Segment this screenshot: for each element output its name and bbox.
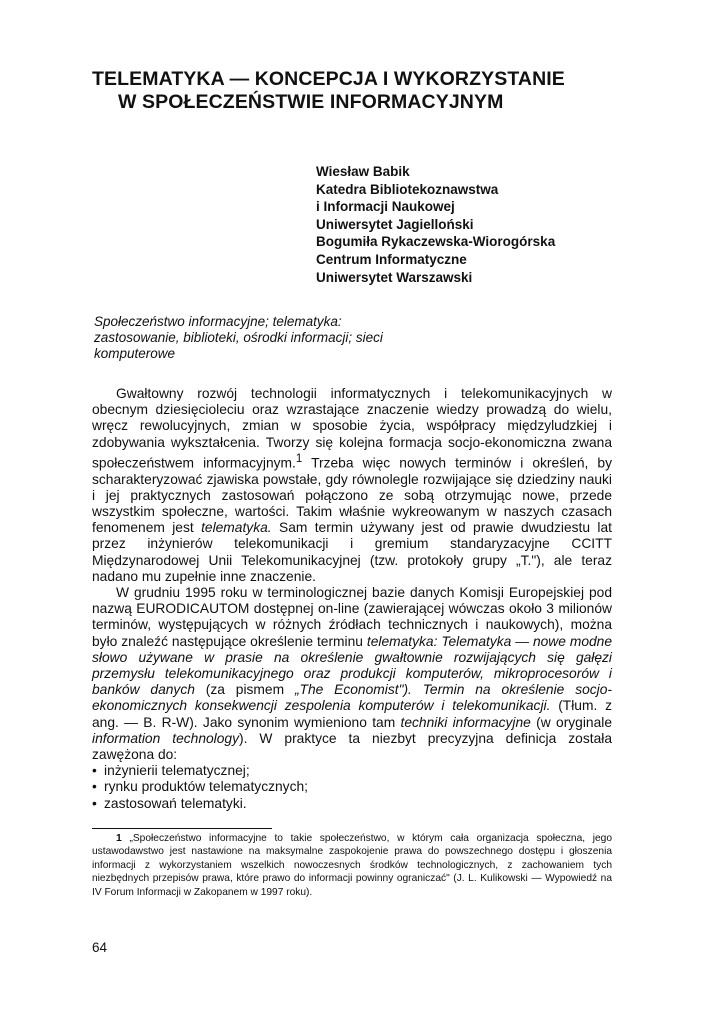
footnote-number: 1 bbox=[116, 832, 122, 844]
text-run: (za pismem bbox=[194, 682, 295, 698]
footnote bbox=[92, 832, 612, 899]
paragraph-definition bbox=[92, 585, 612, 763]
term-emphasis: telematyka. bbox=[201, 520, 272, 536]
title-line-2: W SPOŁECZEŃSTWIE INFORMACYJNYM bbox=[118, 91, 504, 113]
bullet-icon: • bbox=[92, 795, 97, 811]
list-item bbox=[92, 763, 612, 779]
article-body bbox=[92, 386, 612, 812]
text-run: ). W praktyce ta niezbyt precyzyjna definicja została zawężona do: bbox=[92, 730, 612, 763]
text-run: Trzeba więc nowych terminów i określeń, by scharakteryzować zjawiska powstałe, gdy równolegle rozwijające się dziedziny nauki i jej praktycznych zastosowań połączono ze sobą otrzymując nowe, przede wszystkim społeczne, wartości. Takim właśnie wykreowanym w naszych czasach fenomenem jest bbox=[92, 455, 612, 536]
paragraph-intro bbox=[92, 386, 612, 585]
list-item-text: rynku produktów telematycznych; bbox=[104, 779, 308, 795]
affiliation-line: Uniwersytet Jagielloński bbox=[316, 216, 474, 232]
bullet-list bbox=[92, 763, 612, 812]
text-run: W grudniu 1995 roku w terminologicznej bazie danych Komisji Europejskiej pod nazwą EURODICAUTOM dostępnej on-line (zawierającej wówczas około 3 milionów terminów, występujących w różnych źródłach technicznych i naukowych), można było znaleźć następujące określenie terminu bbox=[92, 585, 612, 649]
text-run: Gwałtowny rozwój technologii informatycznych i telekomunikacyjnych w obecnym dziesięcioleciu oraz wzrastające znaczenie wiedzy prowadzą do wielu, wręcz rewolucyjnych, zmian w sposobie życia, współpracy międzyludzkiej i zdobywania wykształcenia. Tworzy się kolejna formacja socjo-ekonomiczna zwana społeczeństwem informacyjnym. bbox=[92, 386, 612, 471]
bullet-icon: • bbox=[92, 779, 97, 795]
affiliation-line: Katedra Bibliotekoznawstwa bbox=[316, 181, 499, 197]
article-title bbox=[92, 68, 652, 114]
affiliation-line: i Informacji Naukowej bbox=[316, 199, 455, 215]
text-run: (Tłum. z ang. — B. R-W). Jako synonim wymieniono tam bbox=[92, 698, 612, 730]
affiliation-line: Centrum Informatyczne bbox=[316, 251, 467, 267]
footnote-reference[interactable]: 1 bbox=[295, 452, 303, 465]
definition-quote: „The Economist"). Termin na określenie socjo-ekonomicznych konsekwencji zespolenia komputerów i telekomunikacji. bbox=[92, 682, 612, 714]
page-number: 64 bbox=[92, 940, 108, 955]
list-item bbox=[92, 779, 612, 795]
list-item-text: zastosowań telematyki. bbox=[104, 795, 247, 811]
author-affiliations bbox=[316, 163, 646, 286]
definition-quote: telematyka: Telematyka — nowe modne słowo używane w prasie na określenie gwałtownie rozwijających się gałęzi przemysłu telekomunikacyjnego oraz produkcji komputerów, mikroprocesorów i banków danych bbox=[92, 633, 613, 698]
term-emphasis: information technology bbox=[92, 730, 239, 746]
footnote-divider bbox=[92, 828, 272, 829]
bullet-icon: • bbox=[92, 763, 97, 779]
author-name: Bogumiła Rykaczewska-Wiorogórska bbox=[316, 234, 556, 250]
term-emphasis: techniki informacyjne bbox=[400, 714, 531, 730]
list-item-text: inżynierii telematycznej; bbox=[104, 763, 250, 779]
title-line-1: TELEMATYKA — KONCEPCJA I WYKORZYSTANIE bbox=[92, 68, 565, 90]
text-run: Sam termin używany jest od prawie dwudziestu lat przez inżynierów telekomunikacji i gremium standaryzacyjne CCITT Międzynarodowej Unii Telekomunikacyjnej (tzw. protokoły grupy „T."), ale teraz nadano mu zupełnie inne znaczenie. bbox=[92, 520, 612, 584]
text-run: (w oryginale bbox=[530, 714, 613, 730]
list-item bbox=[92, 796, 612, 812]
footnote-text: „Społeczeństwo informacyjne to takie społeczeństwo, w którym cała organizacja społeczna, jego ustawodawstwo jest nastawione na maksymalne zaspokojenie prawa do powszechnego dostępu i głoszenia informacji z wykorzystaniem wszelkich nowoczesnych środków technologicznych, z zachowaniem tych niezbędnych przepisów prawa, które prawo do informacji powinny ograniczać" (J. L. Kulikowski — Wypowiedź na IV Forum Informacji w Zakopanem w 1997 roku). bbox=[92, 833, 612, 898]
keywords: Społeczeństwo informacyjne; telematyka: zastosowanie, biblioteki, ośrodki informacji; sieci komputerowe bbox=[94, 314, 383, 361]
author-name: Wiesław Babik bbox=[316, 164, 410, 179]
affiliation-line: Uniwersytet Warszawski bbox=[316, 269, 473, 285]
